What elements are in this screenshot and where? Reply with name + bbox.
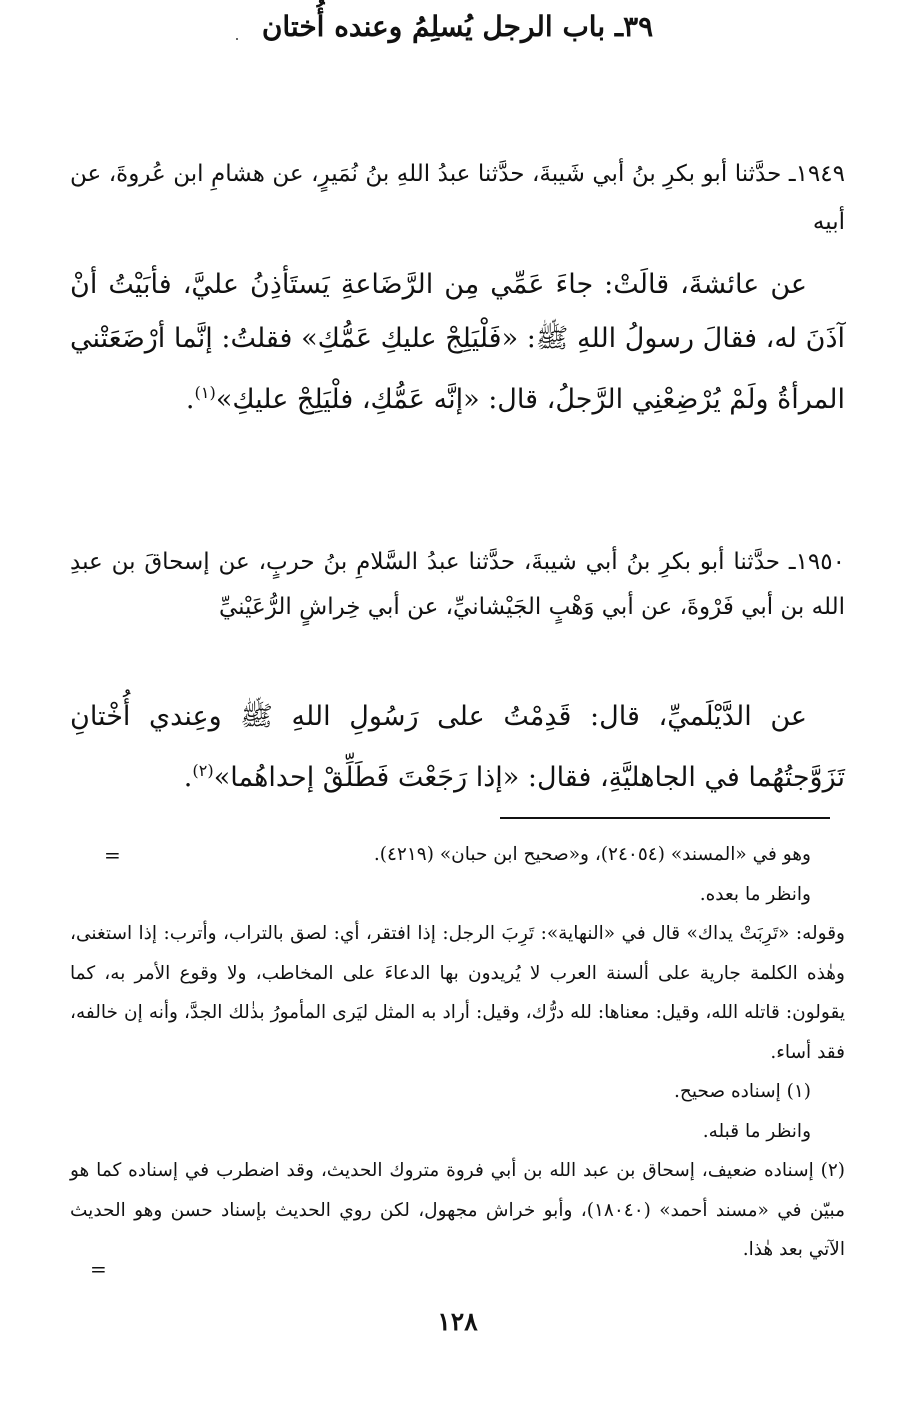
footnote-paragraph-3: وقوله: «تَرِبَتْ يداك» قال في «النهاية»: تَرِبَ الرجل: إذا افتقر، أي: لصق بالتراب، وأترب: إذا استغنى، وهٰذه الكلمة جارية على ألسنة العرب لا يُريدون بها الدعاءَ على المخاطب، ولا وقوع الأمر به، كما يقولون: قاتله الله، وقيل: معناها: لله درُّك، وقيل: أراد به المثل ليَرى المأمورُ بذٰلك الجدَّ، وأنه إن خالفه، فقد أساء. (70, 923, 845, 1063)
footnote-ref-2: (٢) (192, 761, 214, 780)
hadith-1949-end: . (185, 384, 195, 415)
footnote-1-see: وانظر ما قبله. (702, 1120, 811, 1142)
footnotes (70, 835, 845, 1270)
continuation-marker-top: = (104, 843, 121, 867)
footnote-line-1: وهو في «المسند» (٢٤٠٥٤)، و«صحيح ابن حبان» (٤٢١٩). (373, 844, 811, 865)
page-number: ١٢٨ (437, 1307, 478, 1336)
hadith-1950-chain-text: ١٩٥٠ـ حدَّثنا أبو بكرِ بنُ أبي شيبةَ، حدَّثنا عبدُ السَّلامِ بنُ حربٍ، عن إسحاقَ بن عبدِ الله بن أبي فَرْوةَ، عن أبي وَهْبٍ الجَيْشانيِّ، عن أبي خِراشٍ الرُّعَيْنيِّ (70, 549, 845, 620)
chapter-title: ٣٩ـ باب الرجل يُسلِمُ وعنده أُختان (261, 10, 654, 43)
footnote-divider (500, 817, 830, 819)
hadith-1950-body: عن الدَّيْلَميِّ، قال: قَدِمْتُ على رَسُولِ اللهِ ﷺ وعِندي أُخْتانِ تَزَوَّجتُهُما في الجاهليَّةِ، فقال: «إذا رَجَعْتَ فَطَلِّقْ إحداهُما» (70, 701, 845, 793)
hadith-1950-end: . (183, 762, 193, 793)
footnote-1: (١) إسناده صحيح. (674, 1081, 811, 1102)
footnote-ref-1: (١) (194, 383, 216, 402)
hadith-1950-chain (70, 540, 845, 630)
footnote-line-2: وانظر ما بعده. (699, 883, 811, 905)
scan-mark (236, 38, 238, 40)
hadith-1949-text (70, 258, 845, 427)
continuation-marker-bottom: = (90, 1257, 107, 1281)
hadith-1949-body: عن عائشةَ، قالَتْ: جاءَ عَمِّي مِن الرَّضَاعةِ يَستَأذِنُ عليَّ، فأبَيْتُ أنْ آذَنَ له، فقالَ رسولُ اللهِ ﷺ: «فَلْيَلِجْ عليكِ عَمُّكِ» فقلتُ: إنَّما أرْضَعَتْني المرأةُ ولَمْ يُرْضِعْنِي الرَّجلُ، قال: «إنَّه عَمُّكِ، فلْيَلِجْ عليكِ» (70, 269, 845, 415)
hadith-1949-chain-text: ١٩٤٩ـ حدَّثنا أبو بكرِ بنُ أبي شَيبةَ، حدَّثنا عبدُ اللهِ بنُ نُمَيرٍ، عن هشامِ ابن عُروةَ، عن أبيه (70, 161, 845, 235)
hadith-1950-text (70, 690, 845, 805)
hadith-1949-chain (70, 150, 845, 246)
footnote-2: (٢) إسناده ضعيف، إسحاق بن عبد الله بن أبي فروة متروك الحديث، وقد اضطرب في إسناده كما هو مبيّن في «مسند أحمد» (١٨٠٤٠)، وأبو خراش مجهول، لكن روي الحديث بإسناد حسن وهو الحديث الآتي بعد هٰذا. (70, 1160, 845, 1260)
